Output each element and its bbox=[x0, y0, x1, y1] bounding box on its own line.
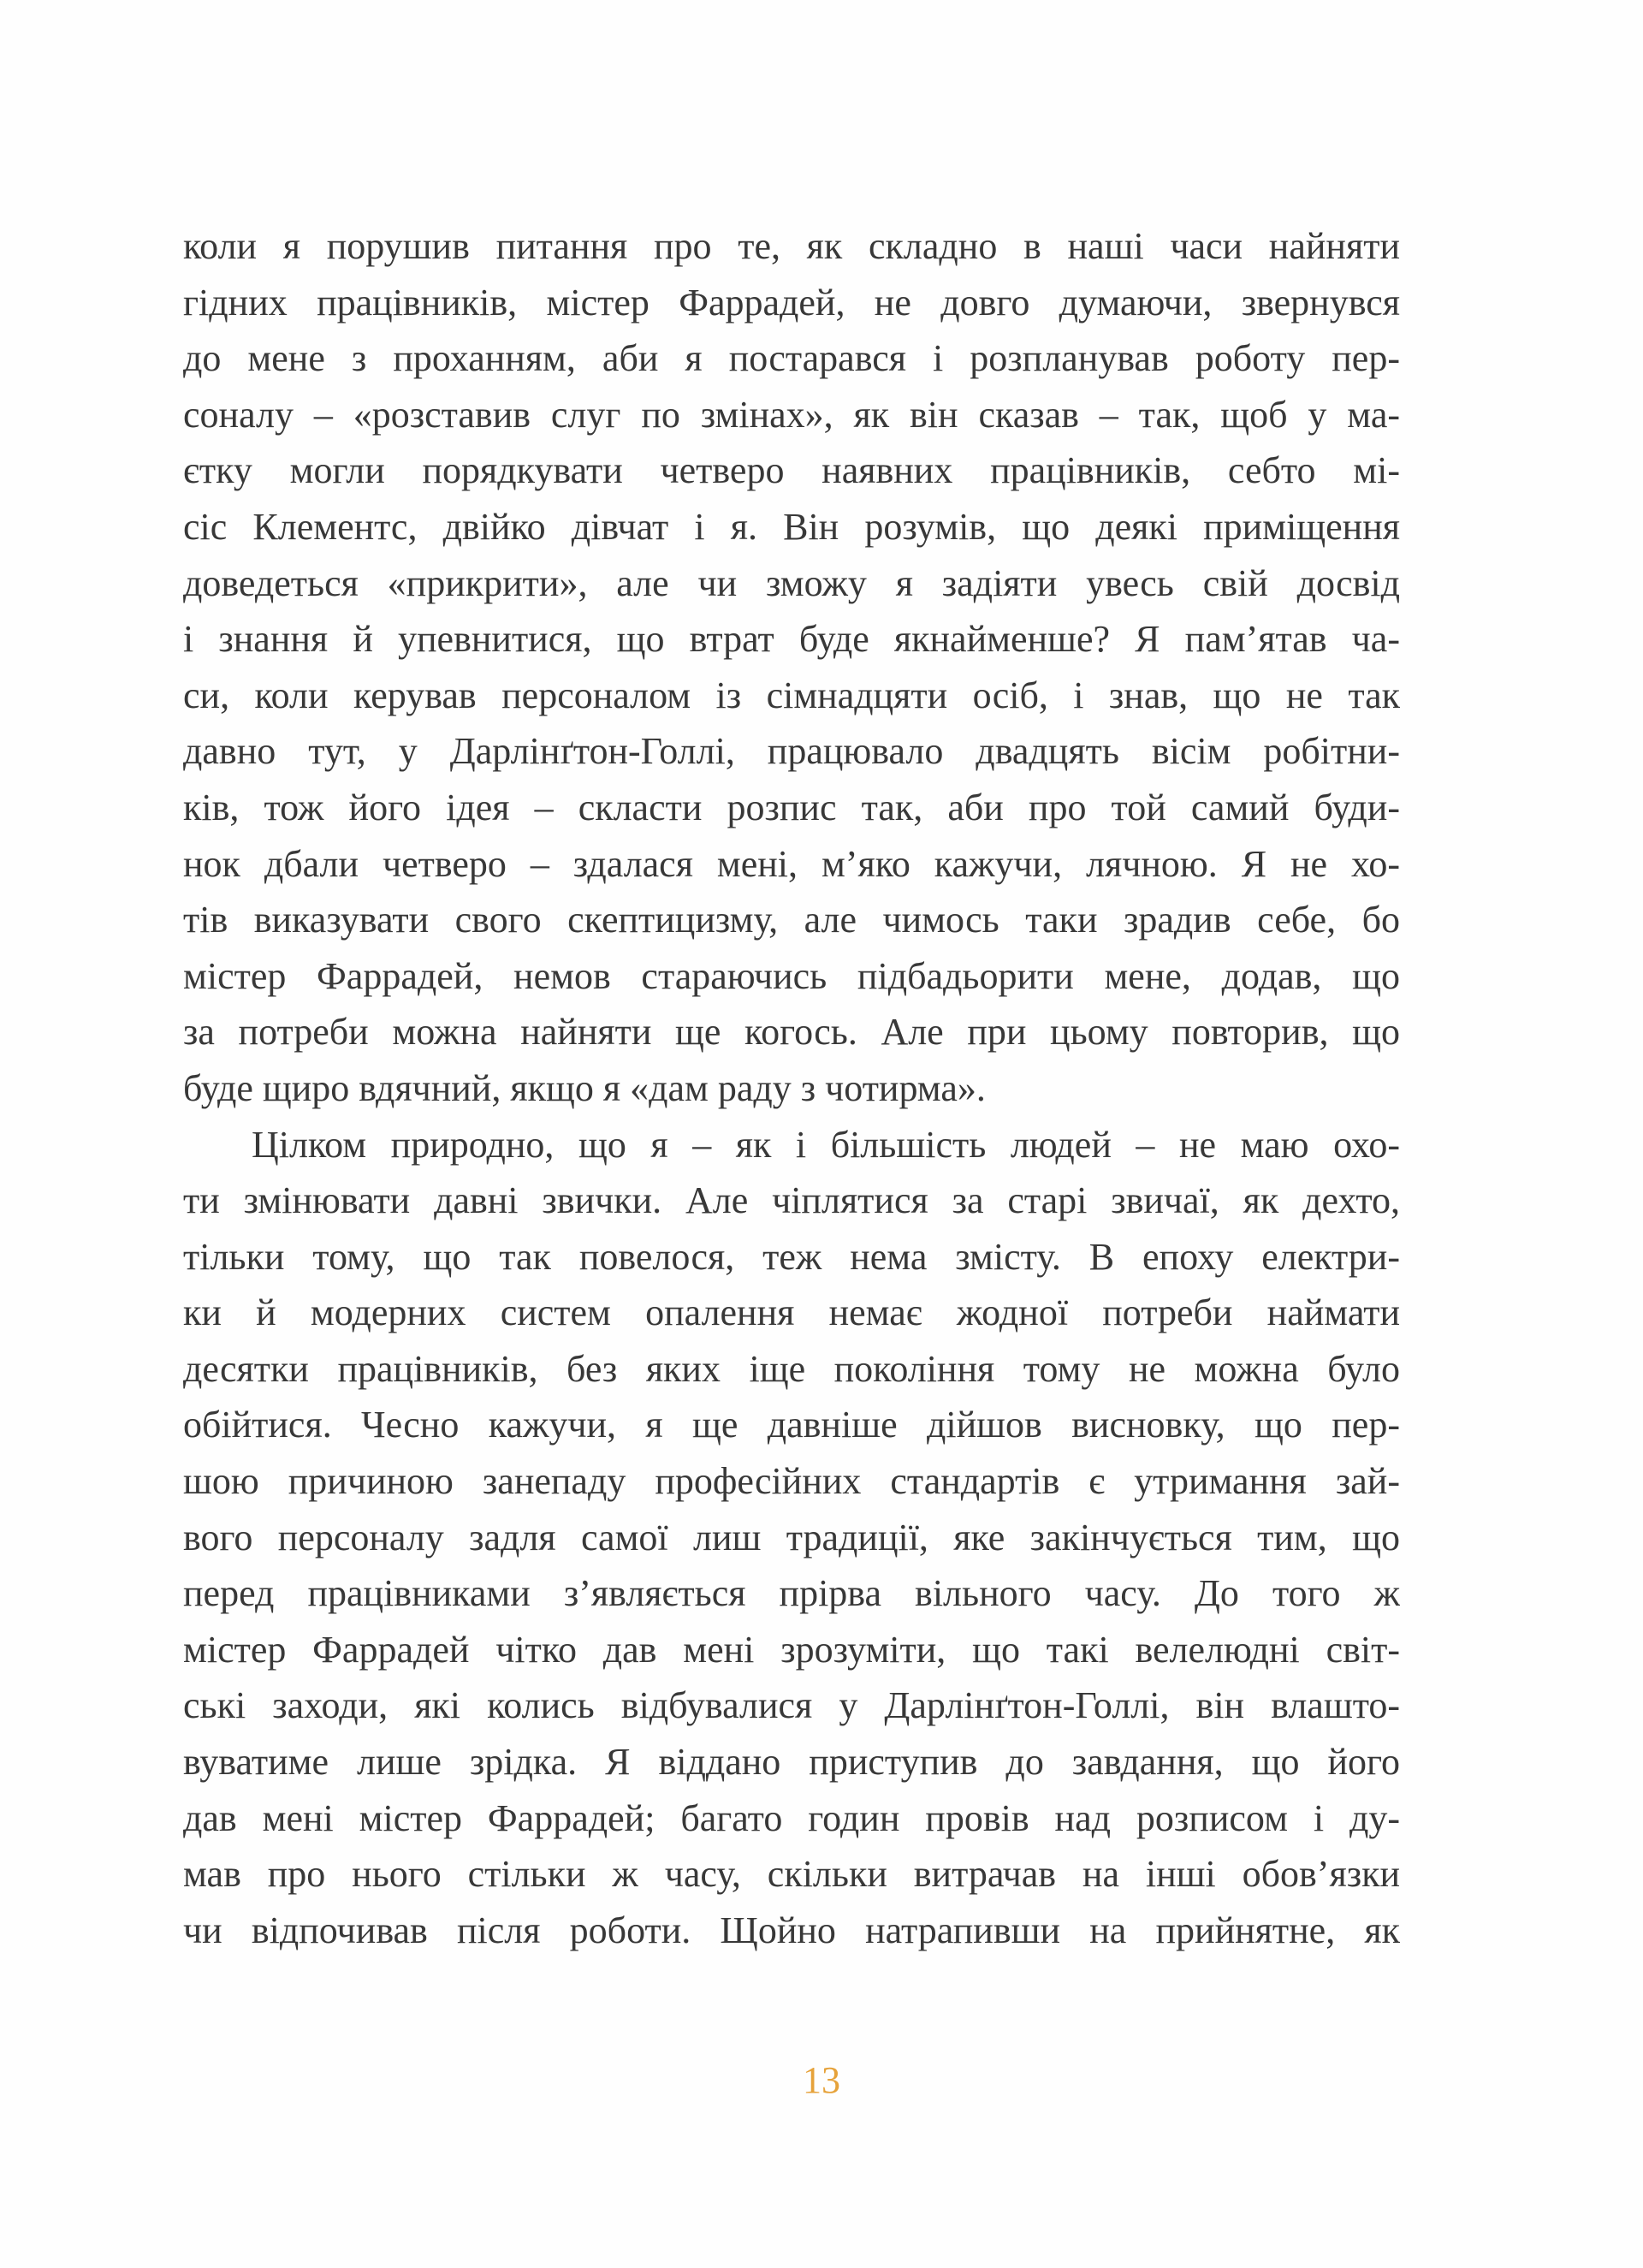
text-line: давно тут, у Дарлінґтон-Голлі, працювало двадцять вісім робітни- bbox=[183, 730, 1400, 773]
text-line: за потреби можна найняти ще когось. Але при цьому повторив, що bbox=[183, 1011, 1400, 1054]
text-line: ські заходи, які колись відбувалися у Дарлінґтон-Голлі, він влашто- bbox=[183, 1684, 1400, 1727]
text-line: вого персоналу задля самої лиш традиції, яке закінчується тим, що bbox=[183, 1516, 1400, 1559]
text-line: мав про нього стільки ж часу, скільки витрачав на інші обов’язки bbox=[183, 1853, 1400, 1896]
text-line: містер Фаррадей, немов стараючись підбадьорити мене, додав, що bbox=[183, 954, 1400, 997]
text-line: ків, тож його ідея – скласти розпис так, аби про той самий буди- bbox=[183, 786, 1400, 828]
text-line: до мене з проханням, аби я постарався і розпланував роботу пер- bbox=[183, 337, 1400, 380]
text-line: доведеться «прикрити», але чи зможу я задіяти увесь свій досвід bbox=[183, 561, 1400, 604]
text-line: чи відпочивав після роботи. Щойно натрапивши на прийнятне, як bbox=[183, 1909, 1400, 1951]
text-line: перед працівниками з’являється прірва вільного часу. До того ж bbox=[183, 1572, 1400, 1615]
text-line: ти змінювати давні звички. Але чіплятися за старі звичаї, як дехто, bbox=[183, 1179, 1400, 1222]
page-number: 13 bbox=[803, 2059, 840, 2101]
text-line: гідних працівників, містер Фаррадей, не довго думаючи, звернувся bbox=[183, 281, 1400, 324]
text-line: коли я порушив питання про те, як складно в наші часи найняти bbox=[183, 225, 1400, 267]
text-line: містер Фаррадей чітко дав мені зрозуміти, що такі велелюдні світ- bbox=[183, 1628, 1400, 1671]
text-line: тільки тому, що так повелося, теж нема змісту. В епоху електри- bbox=[183, 1235, 1400, 1278]
text-line: шою причиною занепаду професійних стандартів є утримання зай- bbox=[183, 1460, 1400, 1503]
text-line: єтку могли порядкувати четверо наявних працівників, себто мі- bbox=[183, 449, 1400, 492]
text-line: вуватиме лише зрідка. Я віддано приступив до завдання, що його bbox=[183, 1741, 1400, 1784]
text-line: си, коли керував персоналом із сімнадцяти осіб, і знав, що не так bbox=[183, 674, 1400, 716]
text-line: обійтися. Чесно кажучи, я ще давніше дійшов висновку, що пер- bbox=[183, 1404, 1400, 1446]
text-line: буде щиро вдячний, якщо я «дам раду з чотирма». bbox=[183, 1066, 986, 1109]
text-line: соналу – «розставив слуг по змінах», як він сказав – так, щоб у ма- bbox=[183, 393, 1400, 436]
text-line: сіс Клементс, двійко дівчат і я. Він розумів, що деякі приміщення bbox=[183, 505, 1400, 548]
text-line: нок дбали четверо – здалася мені, м’яко кажучи, лячною. Я не хо- bbox=[183, 842, 1400, 885]
text-line: дав мені містер Фаррадей; багато годин провів над розписом і ду- bbox=[183, 1796, 1400, 1839]
text-line: і знання й упевнитися, що втрат буде якнайменше? Я пам’ятав ча- bbox=[183, 618, 1400, 661]
text-line: десятки працівників, без яких іще покоління тому не можна було bbox=[183, 1347, 1400, 1390]
text-line: тів виказувати свого скептицизму, але чимось таки зрадив себе, бо bbox=[183, 899, 1400, 941]
body-text bbox=[183, 218, 1400, 1958]
text-line: Цілком природно, що я – як і більшість людей – не маю охо- bbox=[252, 1123, 1400, 1166]
text-line: ки й модерних систем опалення немає жодної потреби наймати bbox=[183, 1291, 1400, 1334]
